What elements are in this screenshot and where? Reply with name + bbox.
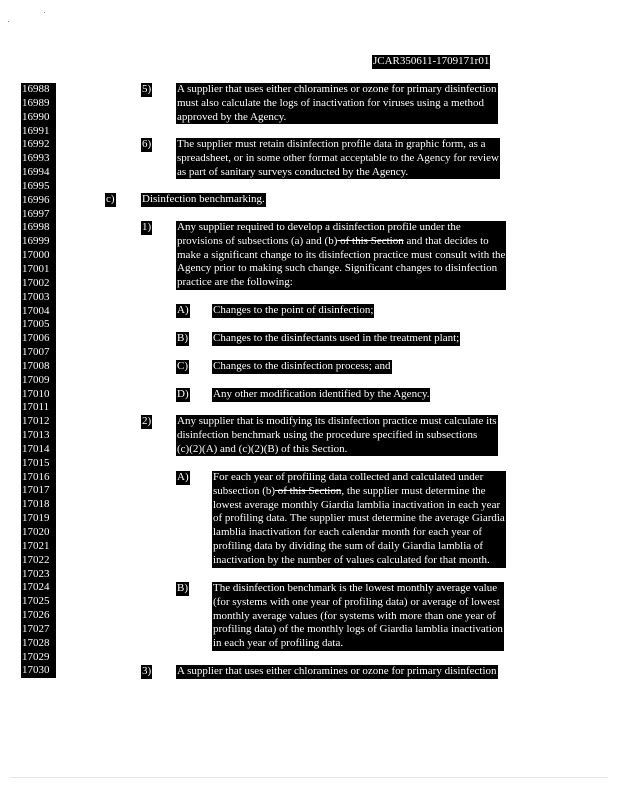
paragraph-label: 3) <box>142 665 152 677</box>
line-number: 17007 <box>22 346 50 359</box>
line-number: 16995 <box>22 179 50 192</box>
text-line: lowest average monthly Giardia lamblia inactivation in each year <box>213 498 501 511</box>
text-line: The supplier must retain disinfection profile data in graphic form, as a <box>177 138 486 150</box>
paragraph-label: 6) <box>142 138 152 150</box>
scan-speck <box>44 12 45 13</box>
text-run: , the supplier must determine the <box>341 484 486 497</box>
text-line: in each year of profiling data. <box>213 637 344 650</box>
line-number: 16992 <box>22 138 50 151</box>
line-number: 16999 <box>22 235 50 248</box>
line-number: 17002 <box>22 276 50 289</box>
text-run: provisions of subsections (a) and (b) <box>177 234 338 247</box>
text-line: lamblia inactivation for each calendar month for each year of <box>213 526 483 539</box>
text-line: must also calculate the logs of inactivation for viruses using a method <box>177 96 485 109</box>
text-line: practice are the following: <box>177 276 293 289</box>
line-number: 17026 <box>22 609 50 622</box>
item-label: D) <box>177 388 189 400</box>
line-number: 17030 <box>22 664 50 677</box>
line-numbers <box>21 83 56 678</box>
line-number: 17009 <box>22 373 50 386</box>
struck-text: of this Section <box>337 234 404 247</box>
line-number: 17019 <box>22 512 50 525</box>
line-number: 16988 <box>22 83 50 95</box>
line-number: 17021 <box>22 539 50 552</box>
line-number: 17014 <box>22 442 50 455</box>
page-bottom-rule <box>10 777 608 778</box>
text-line: (c)(2)(A) and (c)(2)(B) of this Section. <box>177 442 348 455</box>
text-line: Agency prior to making such change. Significant changes to disinfection <box>177 262 498 275</box>
line-number: 17012 <box>22 415 50 428</box>
line-number: 16989 <box>22 96 50 109</box>
document-id: JCAR350611-1709171r01 <box>373 55 490 67</box>
text-line <box>213 485 505 499</box>
text-line: For each year of profiling data collected and calculated under <box>213 471 484 483</box>
section-label: c) <box>106 193 115 205</box>
line-number: 17017 <box>22 484 50 497</box>
text-line: profiling data) of the monthly logs of Giardia lamblia inactivation <box>213 623 503 636</box>
text-line: The disinfection benchmark is the lowest monthly average value <box>213 582 498 594</box>
text-line: spreadsheet, or in some other format acceptable to the Agency for review <box>177 151 499 164</box>
line-number: 16993 <box>22 152 50 165</box>
line-number: 17018 <box>22 498 50 511</box>
item-text <box>212 471 506 568</box>
line-number: 17005 <box>22 318 50 331</box>
text-line: (for systems with one year of profiling data) or average of lowest <box>213 595 500 608</box>
text-line: as part of sanitary surveys conducted by the Agency. <box>177 165 409 178</box>
line-number: 17023 <box>22 567 50 580</box>
text-line: profiling data by dividing the sum of daily Giardia lamblia of <box>213 539 484 552</box>
line-number: 17011 <box>22 401 50 414</box>
text-line: Any supplier required to develop a disinfection profile under the <box>177 221 461 233</box>
text-line: disinfection benchmark using the procedure specified in subsections <box>177 428 478 441</box>
line-number: 16990 <box>22 110 50 123</box>
text-line: make a significant change to its disinfection practice must consult with the <box>177 248 506 261</box>
line-number: 17003 <box>22 290 50 303</box>
item-label: B) <box>177 582 188 594</box>
item-text <box>212 582 504 651</box>
text-run: and that decides to <box>403 234 489 247</box>
item-text: Changes to the disinfection process; and <box>213 360 391 372</box>
line-number: 16996 <box>22 193 50 206</box>
paragraph-text <box>176 221 506 290</box>
text-line: Any supplier that is modifying its disinfection practice must calculate its <box>177 415 497 427</box>
paragraph-text: A supplier that uses either chloramines or ozone for primary disinfection <box>177 665 497 677</box>
line-number: 16997 <box>22 207 50 220</box>
item-text: Any other modification identified by the Agency. <box>213 388 430 400</box>
line-number: 17022 <box>22 553 50 566</box>
line-number: 17008 <box>22 359 50 372</box>
item-label: A) <box>177 471 189 483</box>
paragraph-label: 1) <box>142 221 152 233</box>
line-number: 17029 <box>22 650 50 663</box>
paragraph-text <box>176 83 498 124</box>
line-number: 17010 <box>22 387 50 400</box>
text-line: of profiling data. The supplier must determine the average Giardia <box>213 512 505 525</box>
line-number: 16991 <box>22 124 50 137</box>
text-line: inactivation by the number of values calculated for that month. <box>213 553 490 566</box>
line-number: 17015 <box>22 456 50 469</box>
line-number: 17020 <box>22 526 50 538</box>
scan-speck <box>8 21 9 22</box>
item-label: C) <box>177 360 188 372</box>
text-line: monthly average values (for systems with more than one year of <box>213 609 496 622</box>
item-text: Changes to the disinfectants used in the treatment plant; <box>213 332 460 344</box>
line-number: 17004 <box>22 304 50 317</box>
section-heading: Disinfection benchmarking. <box>142 193 265 205</box>
line-number: 17027 <box>22 622 50 635</box>
paragraph-text <box>176 138 500 179</box>
line-number: 17000 <box>22 249 50 262</box>
line-number: 17025 <box>22 595 50 608</box>
line-number: 17006 <box>22 332 50 345</box>
line-number: 17028 <box>22 636 50 649</box>
item-label: A) <box>177 304 189 316</box>
paragraph-text <box>176 415 498 456</box>
text-run: subsection (b) <box>213 484 276 497</box>
line-number: 16994 <box>22 166 50 179</box>
struck-text: of this Section <box>275 484 342 497</box>
text-line: approved by the Agency. <box>177 110 287 123</box>
line-number: 17013 <box>22 429 50 442</box>
paragraph-label: 2) <box>142 415 152 427</box>
line-number: 17024 <box>22 581 50 594</box>
text-line <box>177 235 505 249</box>
text-line: A supplier that uses either chloramines or ozone for primary disinfection <box>177 83 497 95</box>
line-number: 17016 <box>22 470 50 483</box>
paragraph-label: 5) <box>142 83 152 95</box>
line-number: 16998 <box>22 221 50 234</box>
item-text: Changes to the point of disinfection; <box>213 304 374 316</box>
line-number: 17001 <box>22 262 50 275</box>
item-label: B) <box>177 332 188 344</box>
